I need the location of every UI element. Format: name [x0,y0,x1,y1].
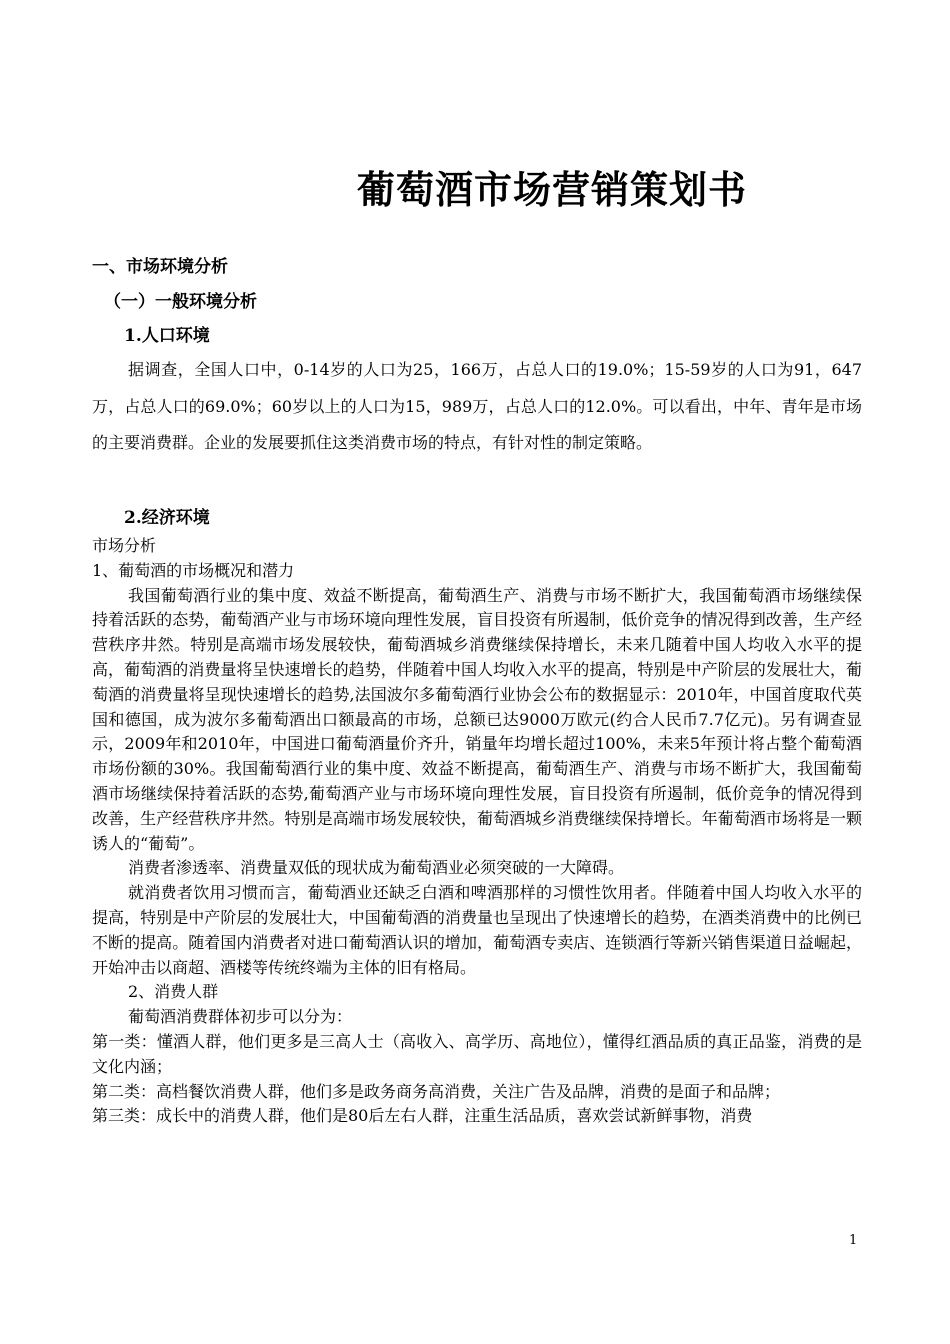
consumer-group-3: 第三类：成长中的消费人群，他们是80后左右人群，注重生活品质，喜欢尝试新鲜事物，消费 [92,1106,753,1126]
paragraph-drinking-habit: 就消费者饮用习惯而言，葡萄酒业还缺乏白酒和啤酒那样的习惯性饮用者。伴随着中国人均收入水平的提高，特别是中产阶层的发展壮大，中国葡萄酒的消费量也呈现出了快速增长的趋势，在酒类消费中的比例已不断的提高。随着国内消费者对进口葡萄酒认识的增加，葡萄酒专卖店、连锁酒行等新兴销售渠道日益崛起，开始冲击以商超、酒楼等传统终端为主体的旧有格局。 [92,883,862,977]
paragraph-population: 据调查，全国人口中，0-14岁的人口为25，166万，占总人口的19.0%；15-59岁的人口为91，647万，占总人口的69.0%；60岁以上的人口为15，989万，占总人口的12.0%。可以看出，中年、青年是市场的主要消费群。企业的发展要抓住这类消费市场的特点，有针对性的制定策略。 [92,360,862,452]
document-title: 葡萄酒市场营销策划书 [357,167,748,212]
body-text-block [92,534,862,1129]
consumer-group-1: 第一类：懂酒人群，他们更多是三高人士（高收入、高学历、高地位），懂得红酒品质的真正品鉴，消费的是文化内涵； [92,1031,862,1076]
paragraph-penetration-barrier: 消费者渗透率、消费量双低的现状成为葡萄酒业必须突破的一大障碍。 [128,858,625,878]
heading-economic-environment: 2.经济环境 [124,508,210,528]
paragraph-groups-intro: 葡萄酒消费群体初步可以分为： [128,1007,353,1027]
section-market-overview-label: 1、葡萄酒的市场概况和潜力 [92,560,295,580]
section-consumer-groups-label: 2、消费人群 [128,982,219,1002]
heading-population-environment: 1.人口环境 [124,326,210,346]
market-analysis-label: 市场分析 [92,536,157,555]
paragraph-market-overview: 我国葡萄酒行业的集中度、效益不断提高，葡萄酒生产、消费与市场不断扩大，我国葡萄酒市场继续保持着活跃的态势，葡萄酒产业与市场环境向理性发展，盲目投资有所遏制，低价竞争的情况得到改善，生产经营秩序井然。特别是高端市场发展较快，葡萄酒城乡消费继续保持增长，未来几随着中国人均收入水平的提高，葡萄酒的消费量将呈快速增长的趋势，伴随着中国人均收入水平的提高，特别是中产阶层的发展壮大，葡萄酒的消费量将呈现快速增长的趋势,法国波尔多葡萄酒行业协会公布的数据显示：2010年，中国首度取代英国和德国，成为波尔多葡萄酒出口额最高的市场，总额已达9000万欧元(约合人民币7.7亿元)。另有调查显示，2009年和2010年，中国进口葡萄酒量价齐升，销量年均增长超过100%，未来5年预计将占整个葡萄酒市场份额的30%。我国葡萄酒行业的集中度、效益不断提高，葡萄酒生产、消费与市场不断扩大，我国葡萄酒市场继续保持着活跃的态势,葡萄酒产业与市场环境向理性发展，盲目投资有所遏制，低价竞争的情况得到改善，生产经营秩序井然。特别是高端市场发展较快，葡萄酒城乡消费继续保持增长。年葡萄酒市场将是一颗诱人的“葡萄”。 [92,585,862,853]
heading-general-environment-analysis: （一）一般环境分析 [104,292,257,312]
heading-market-environment-analysis: 一、市场环境分析 [92,257,228,277]
consumer-group-2: 第二类：高档餐饮消费人群，他们多是政务商务高消费，关注广告及品牌，消费的是面子和品牌； [92,1081,781,1101]
page-number: 1 [849,1233,858,1248]
